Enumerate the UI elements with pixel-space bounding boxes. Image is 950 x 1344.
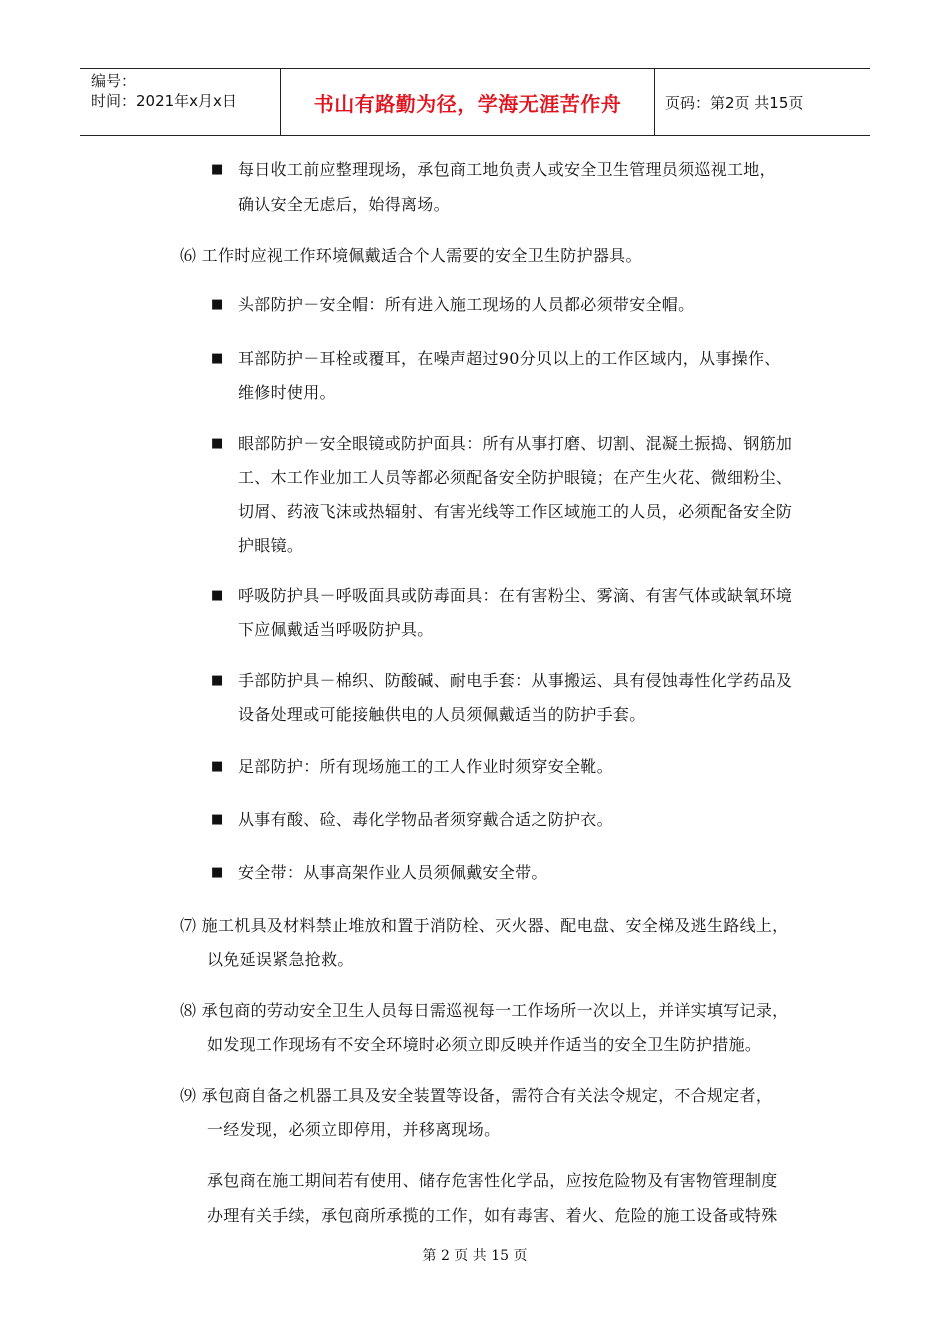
body-line: 承包商在施工期间若有使用、储存危害性化学品，应按危险物及有害物管理制度 <box>207 1171 778 1190</box>
body-line: 一经发现，必须立即停用，并移离现场。 <box>207 1120 501 1139</box>
body-line: 耳部防护－耳栓或覆耳，在噪声超过90分贝以上的工作区域内，从事操作、 <box>238 349 781 368</box>
motto: 书山有路勤为径，学海无涯苦作舟 <box>281 69 655 135</box>
body-line: 足部防护：所有现场施工的工人作业时须穿安全靴。 <box>238 757 613 776</box>
document-header <box>80 68 870 136</box>
bullet-icon: ■ <box>211 812 224 827</box>
body-line: 确认安全无虑后，始得离场。 <box>238 195 450 214</box>
body-line: 护眼镜。 <box>238 536 304 555</box>
body-line: 切屑、药液飞沫或热辐射、有害光线等工作区域施工的人员，必须配备安全防 <box>238 502 793 521</box>
numbered-item: ⑹ 工作时应视工作环境佩戴适合个人需要的安全卫生防护器具。 <box>180 246 642 265</box>
body-line: 手部防护具－棉织、防酸碱、耐电手套：从事搬运、具有侵蚀毒性化学药品及 <box>238 671 793 690</box>
body-line: 头部防护－安全帽：所有进入施工现场的人员都必须带安全帽。 <box>238 295 695 314</box>
bullet-icon: ■ <box>211 162 224 177</box>
body-line: 眼部防护－安全眼镜或防护面具：所有从事打磨、切割、混凝土振捣、钢筋加 <box>238 434 793 453</box>
body-line: 以免延误紧急抢救。 <box>207 950 354 969</box>
body-line: 每日收工前应整理现场，承包商工地负责人或安全卫生管理员须巡视工地， <box>238 160 776 179</box>
body-line: 工、木工作业加工人员等都必须配备安全防护眼镜；在产生火花、微细粉尘、 <box>238 468 793 487</box>
body-line: 办理有关手续，承包商所承揽的工作，如有毒害、着火、危险的施工设备或特殊 <box>207 1206 778 1225</box>
bullet-icon: ■ <box>211 588 224 603</box>
bullet-icon: ■ <box>211 297 224 312</box>
bullet-icon: ■ <box>211 759 224 774</box>
number-label: 编号： <box>91 72 137 90</box>
date-line: 时间：2021年x月x日 <box>91 92 237 110</box>
header-meta <box>80 69 281 135</box>
numbered-item: ⑼ 承包商自备之机器工具及安全装置等设备，需符合有关法令规定，不合规定者， <box>180 1086 773 1105</box>
body-line: 安全带：从事高架作业人员须佩戴安全带。 <box>238 863 548 882</box>
body-line: 设备处理或可能接触供电的人员须佩戴适当的防护手套。 <box>238 705 646 724</box>
body-line: 呼吸防护具－呼吸面具或防毒面具：在有害粉尘、雾滴、有害气体或缺氧环境 <box>238 586 793 605</box>
body-line: 维修时使用。 <box>238 383 336 402</box>
bullet-icon: ■ <box>211 436 224 451</box>
body-line: 从事有酸、硷、毒化学物品者须穿戴合适之防护衣。 <box>238 810 613 829</box>
numbered-item: ⑻ 承包商的劳动安全卫生人员每日需巡视每一工作场所一次以上，并详实填写记录， <box>180 1001 789 1020</box>
body-line: 如发现工作现场有不安全环境时必须立即反映并作适当的安全卫生防护措施。 <box>207 1035 762 1054</box>
bullet-icon: ■ <box>211 865 224 880</box>
page-info: 页码：第2页 共15页 <box>665 93 804 112</box>
bullet-icon: ■ <box>211 673 224 688</box>
bullet-icon: ■ <box>211 351 224 366</box>
numbered-item: ⑺ 施工机具及材料禁止堆放和置于消防栓、灭火器、配电盘、安全梯及逃生路线上， <box>180 916 789 935</box>
body-line: 下应佩戴适当呼吸防护具。 <box>238 620 434 639</box>
page-footer: 第 2 页 共 15 页 <box>422 1248 528 1264</box>
